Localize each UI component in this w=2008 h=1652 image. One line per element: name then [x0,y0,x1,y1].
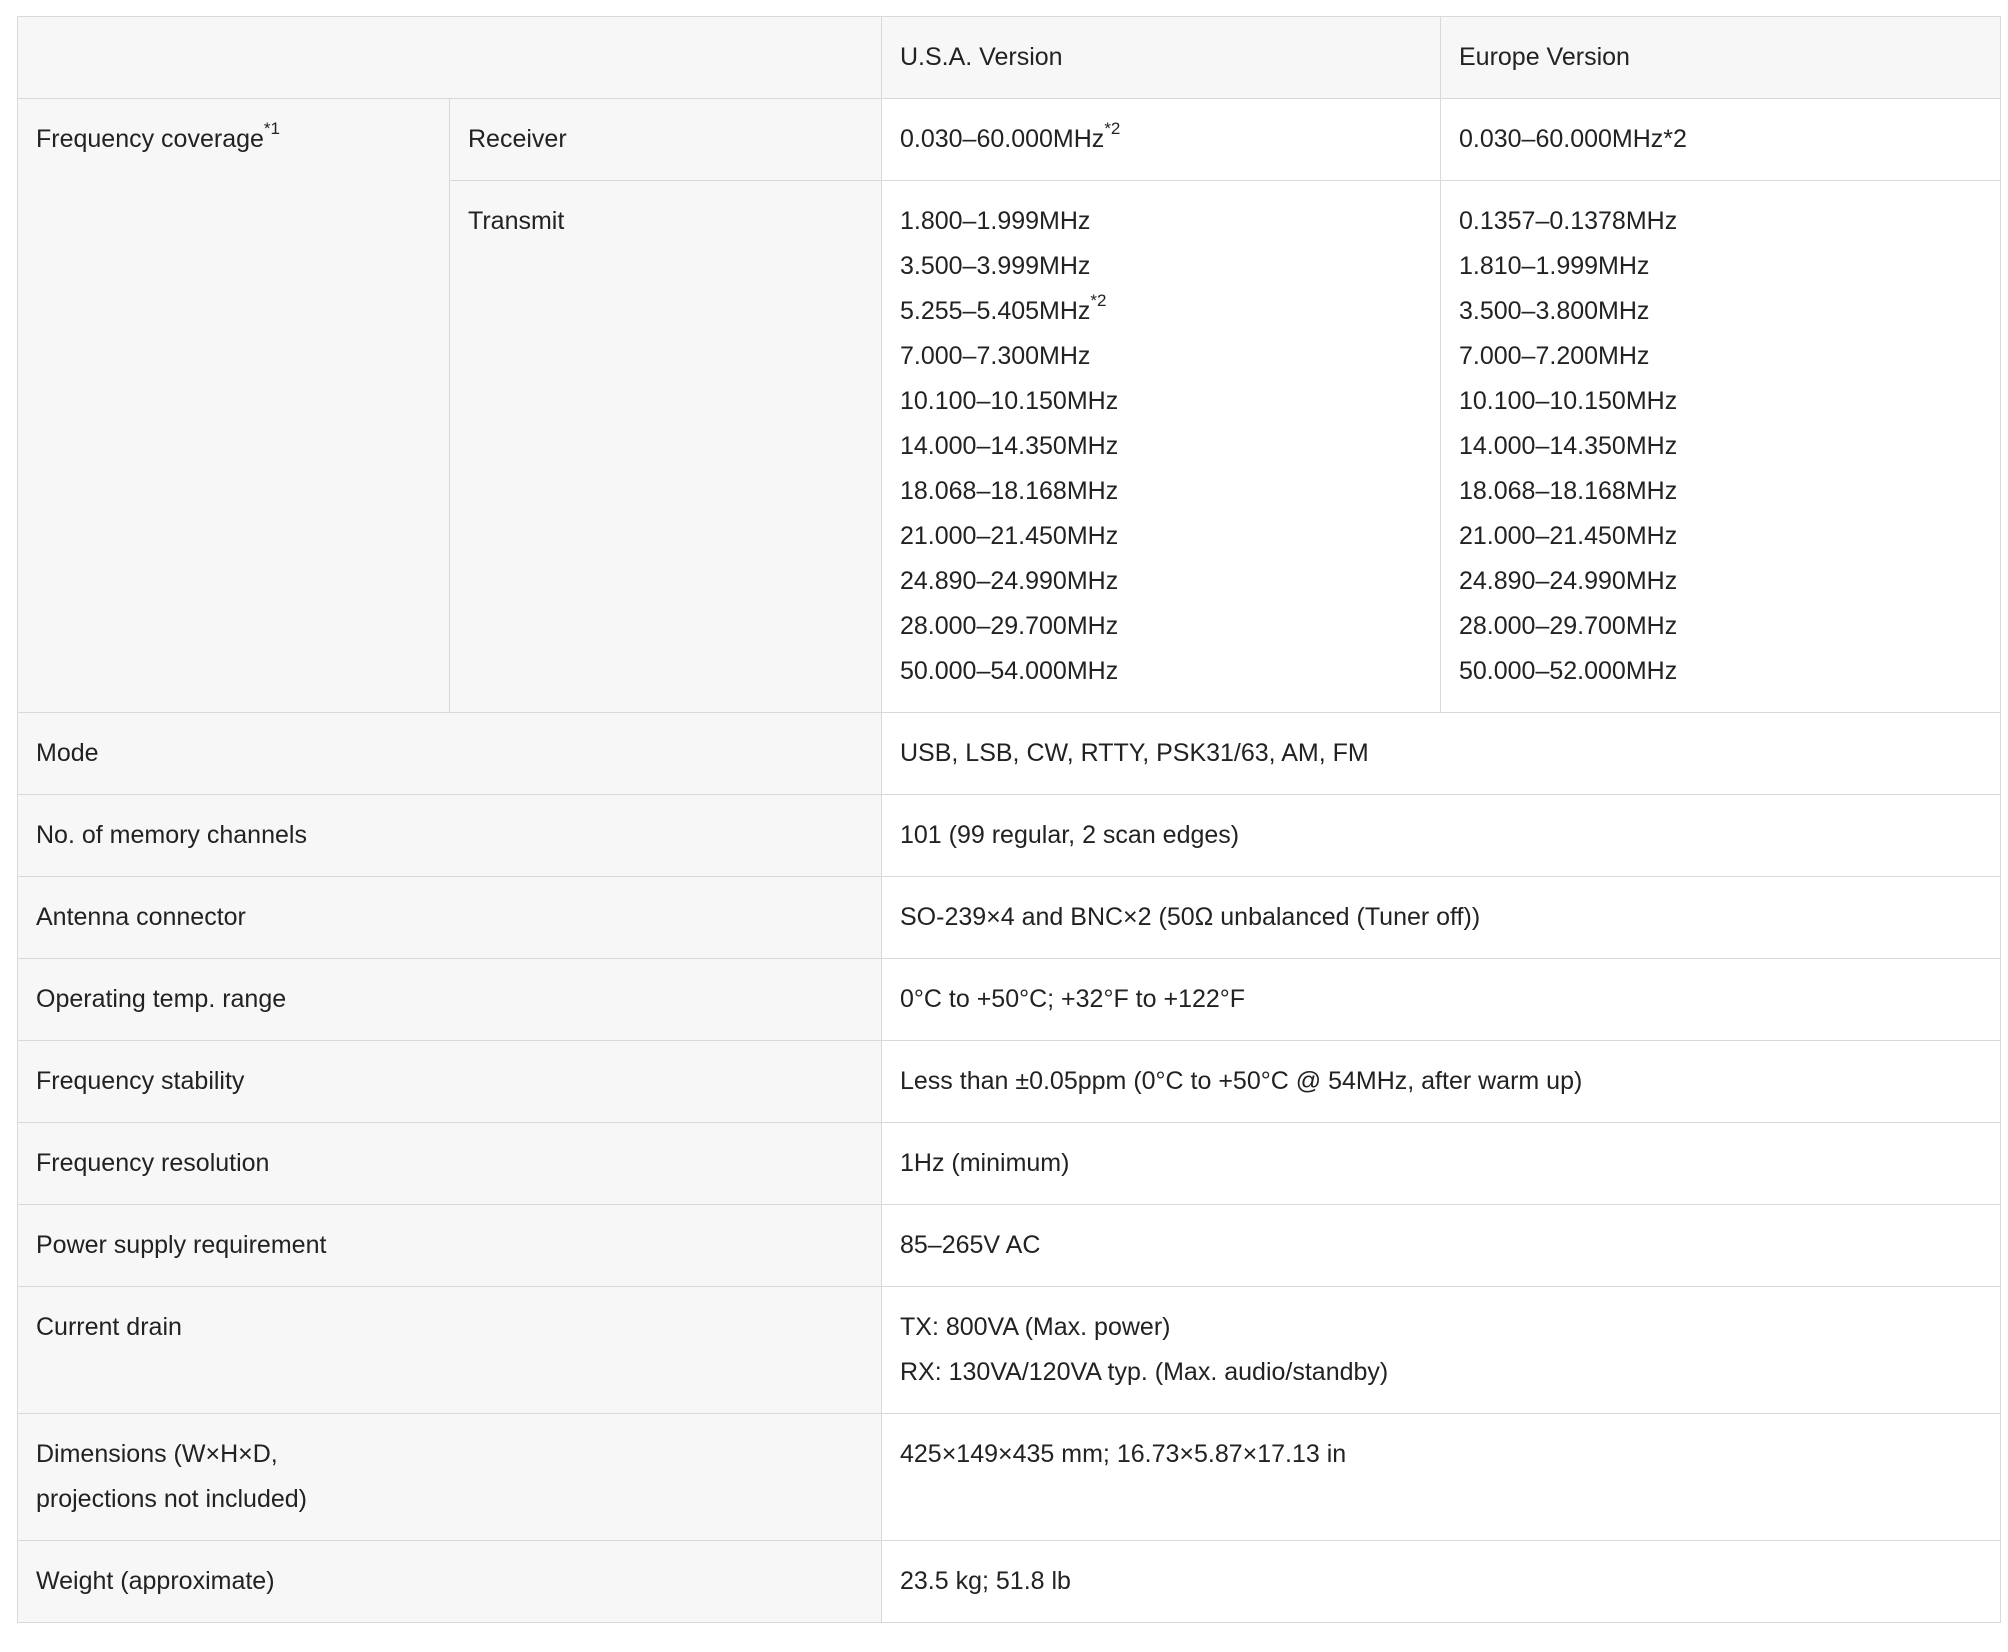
transmit-usa-band [900,469,1422,514]
transmit-europe-band: 7.000–7.200MHz [1459,342,1650,370]
transmit-usa-band [900,289,1422,334]
spec-value-cell [882,1123,2001,1205]
transmit-usa-band [900,604,1422,649]
spec-row [18,1123,2001,1205]
spec-table-body [18,17,2001,1623]
spec-value-cell [882,1414,2001,1541]
transmit-usa-band [900,199,1422,244]
spec-value-cell [882,713,2001,795]
transmit-label: Transmit [468,207,565,235]
spec-value: SO-239×4 and BNC×2 (50Ω unbalanced (Tuner off)) [900,903,1481,931]
frequency-coverage-label [36,117,431,162]
spec-label: Antenna connector [36,903,246,931]
spec-label: Frequency resolution [36,1149,270,1177]
spec-row [18,1205,2001,1287]
transmit-usa-band [900,379,1422,424]
spec-value: TX: 800VA (Max. power) [900,1313,1171,1341]
transmit-europe-band: 18.068–18.168MHz [1459,477,1678,505]
transmit-usa-band [900,514,1422,559]
spec-label-cell [18,1287,882,1414]
transmit-europe-band: 0.1357–0.1378MHz [1459,207,1678,235]
transmit-usa-band-text: 3.500–3.999MHz [900,252,1091,280]
spec-label: No. of memory channels [36,821,307,849]
transmit-europe-band: 3.500–3.800MHz [1459,297,1650,325]
spec-label: Current drain [36,1313,182,1341]
spec-value: RX: 130VA/120VA typ. (Max. audio/standby) [900,1358,1389,1386]
spec-value-cell [882,1541,2001,1623]
receiver-usa-cell [882,99,1441,181]
spec-label: Operating temp. range [36,985,287,1013]
spec-row [18,1041,2001,1123]
spec-label-cell [18,713,882,795]
spec-value: 1Hz (minimum) [900,1149,1070,1177]
spec-value-cell [882,959,2001,1041]
spec-label-cell [18,1041,882,1123]
spec-label-cell [18,959,882,1041]
spec-row [18,713,2001,795]
spec-label: Frequency stability [36,1067,245,1095]
header-europe-version [1441,17,2001,99]
spec-label-cell [18,1541,882,1623]
frequency-coverage-label-cell [18,99,450,713]
spec-label: Mode [36,739,99,767]
receiver-usa-text: 0.030–60.000MHz [900,125,1105,153]
transmit-usa-band-text: 28.000–29.700MHz [900,612,1119,640]
spec-table [17,16,2001,1623]
receiver-usa-value [900,117,1422,162]
receiver-usa-footnote: *2 [1104,118,1121,138]
transmit-usa-band-text: 21.000–21.450MHz [900,522,1119,550]
spec-row [18,877,2001,959]
transmit-europe-band: 50.000–52.000MHz [1459,657,1678,685]
header-empty-cell [18,17,882,99]
spec-value-cell [882,877,2001,959]
spec-value-cell [882,1041,2001,1123]
transmit-usa-band-text: 1.800–1.999MHz [900,207,1091,235]
spec-value: Less than ±0.05ppm (0°C to +50°C @ 54MHz, after warm up) [900,1067,1583,1095]
transmit-europe-band: 1.810–1.999MHz [1459,252,1650,280]
spec-row [18,1287,2001,1414]
transmit-usa-band-text: 7.000–7.300MHz [900,342,1091,370]
transmit-usa-band-text: 24.890–24.990MHz [900,567,1119,595]
transmit-usa-cell [882,181,1441,713]
transmit-usa-band [900,424,1422,469]
spec-label-cell [18,795,882,877]
spec-label-cell [18,1414,882,1541]
spec-value: USB, LSB, CW, RTTY, PSK31/63, AM, FM [900,739,1369,767]
transmit-europe-band: 21.000–21.450MHz [1459,522,1678,550]
transmit-usa-band-text: 14.000–14.350MHz [900,432,1119,460]
receiver-europe-cell [1441,99,2001,181]
spec-label: Dimensions (W×H×D, [36,1440,278,1468]
spec-value: 425×149×435 mm; 16.73×5.87×17.13 in [900,1440,1347,1468]
spec-row [18,1541,2001,1623]
header-usa-label: U.S.A. Version [900,43,1063,71]
transmit-usa-band [900,244,1422,289]
transmit-europe-band: 10.100–10.150MHz [1459,387,1678,415]
transmit-usa-band-text: 50.000–54.000MHz [900,657,1119,685]
spec-value: 101 (99 regular, 2 scan edges) [900,821,1240,849]
transmit-usa-band-footnote: *2 [1090,290,1107,310]
spec-label: Power supply requirement [36,1231,327,1259]
transmit-europe-cell [1441,181,2001,713]
spec-row [18,795,2001,877]
transmit-usa-band [900,649,1422,694]
spec-value-cell [882,1205,2001,1287]
receiver-row [18,99,2001,181]
header-europe-label: Europe Version [1459,43,1630,71]
spec-row [18,959,2001,1041]
header-usa-version [882,17,1441,99]
receiver-label-cell [450,99,882,181]
spec-label-cell [18,1205,882,1287]
spec-value-cell [882,795,2001,877]
transmit-usa-band-text: 10.100–10.150MHz [900,387,1119,415]
transmit-usa-band [900,559,1422,604]
spec-label-cell [18,1123,882,1205]
header-row [18,17,2001,99]
receiver-label: Receiver [468,125,567,153]
transmit-usa-band [900,334,1422,379]
frequency-coverage-footnote: *1 [263,118,280,138]
spec-label: projections not included) [36,1485,307,1513]
spec-label: Weight (approximate) [36,1567,275,1595]
transmit-usa-band-text: 18.068–18.168MHz [900,477,1119,505]
spec-value: 0°C to +50°C; +32°F to +122°F [900,985,1246,1013]
receiver-europe-value: 0.030–60.000MHz*2 [1459,125,1687,153]
spec-row [18,1414,2001,1541]
transmit-europe-band: 24.890–24.990MHz [1459,567,1678,595]
transmit-usa-band-text: 5.255–5.405MHz [900,297,1091,325]
transmit-label-cell [450,181,882,713]
transmit-europe-band: 28.000–29.700MHz [1459,612,1678,640]
transmit-europe-band: 14.000–14.350MHz [1459,432,1678,460]
spec-value: 23.5 kg; 51.8 lb [900,1567,1071,1595]
spec-label-cell [18,877,882,959]
spec-value-cell [882,1287,2001,1414]
spec-value: 85–265V AC [900,1231,1041,1259]
frequency-coverage-text: Frequency coverage [36,125,264,153]
